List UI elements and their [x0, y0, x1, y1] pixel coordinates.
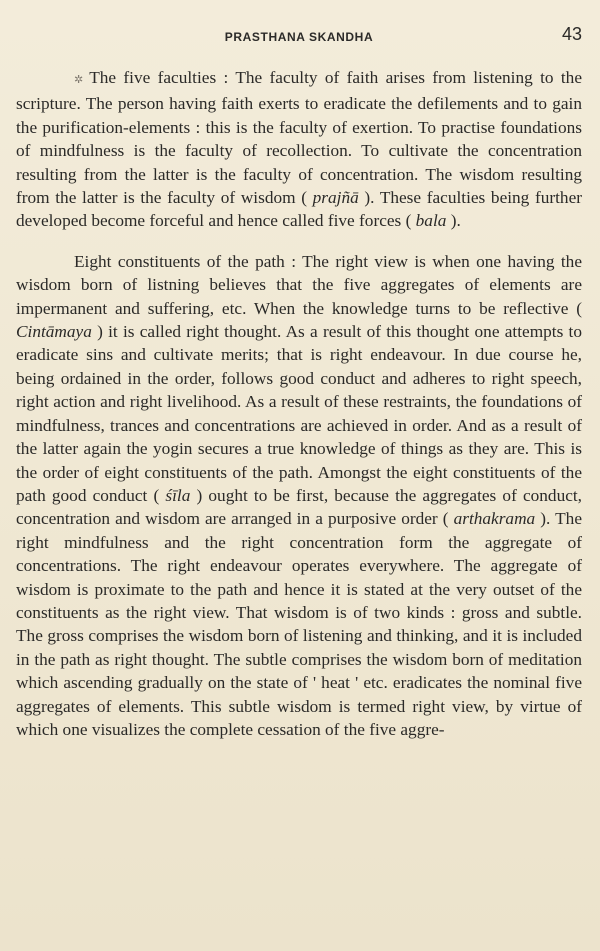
paragraph-eight-constituents	[16, 250, 582, 742]
sanskrit-term: prajñā	[312, 188, 359, 208]
paragraph-text: ). The right mindfulness and the right concentration form the aggregate of concentrations. The right endeavour operates everywhere. The aggregate of wisdom is proximate to the path and hence it is stated at the very outset of the constituents as the right view. That wisdom is of two kinds : gross and subtle. The gross comprises the wisdom born of listening and thinking, and it is included in the path as right thought. The subtle comprises the wisdom born of meditation which ascending gradually on the state of ' heat ' etc. eradicates the nominal five aggregates of elements. This subtle wisdom is termed right view, by virtue of which one visualizes the complete cessation of the five aggre-	[16, 509, 582, 739]
sanskrit-term: Cintāmaya	[16, 322, 92, 342]
paragraph-text: ). These faculties being further developed become forceful and hence called five forces (	[16, 188, 582, 231]
page-number: 43	[561, 24, 582, 44]
paragraph-text: ) it is called right thought. As a result of this thought one attempts to eradicate sins and cultivate merits; that is right endeavour. In due course he, being ordained in the order, follows good conduct and adheres to right speech, right action and right livelihood. As a result of these restraints, the foundations of mindfulness, trances and concentrations are achieved in order. And as a result of the latter again the yogin secures a true knowledge of things as they are. This is the order of eight constituents of the path. Amongst the eight constituents of the path good conduct (	[16, 322, 582, 505]
sanskrit-term: arthakrama	[453, 509, 536, 529]
sanskrit-term: bala	[415, 211, 447, 231]
sanskrit-term: śīla	[165, 485, 191, 505]
paragraph-text: Eight constituents of the path : The right view is when one having the wisdom born of listning believes that the five aggregates of elements are impermanent and suffering, etc. When the knowledge turns to be reflective (	[16, 251, 582, 318]
paragraph-text: ).	[446, 211, 461, 231]
paragraph-text: The five faculties : The faculty of faith arises from listening to the scripture. The person having faith exerts to eradicate the defilements and to gain the purification-elements : this is the faculty of exertion. To practise foundations of mindfulness is the faculty of recollection. To cultivate the concentration resulting from the latter is the faculty of concentration. The wisdom resulting from the latter is the faculty of wisdom (	[16, 68, 582, 208]
running-title: PRASTHANA SKANDHA	[224, 30, 374, 44]
page-header	[16, 24, 582, 50]
paragraph-five-faculties	[16, 66, 582, 233]
asterisk-ornament-icon: ✲	[74, 74, 84, 86]
page-body	[16, 66, 582, 741]
paragraph-text: ) ought to be first, because the aggregates of conduct, concentration and wisdom are arranged in a purposive order (	[16, 485, 582, 529]
